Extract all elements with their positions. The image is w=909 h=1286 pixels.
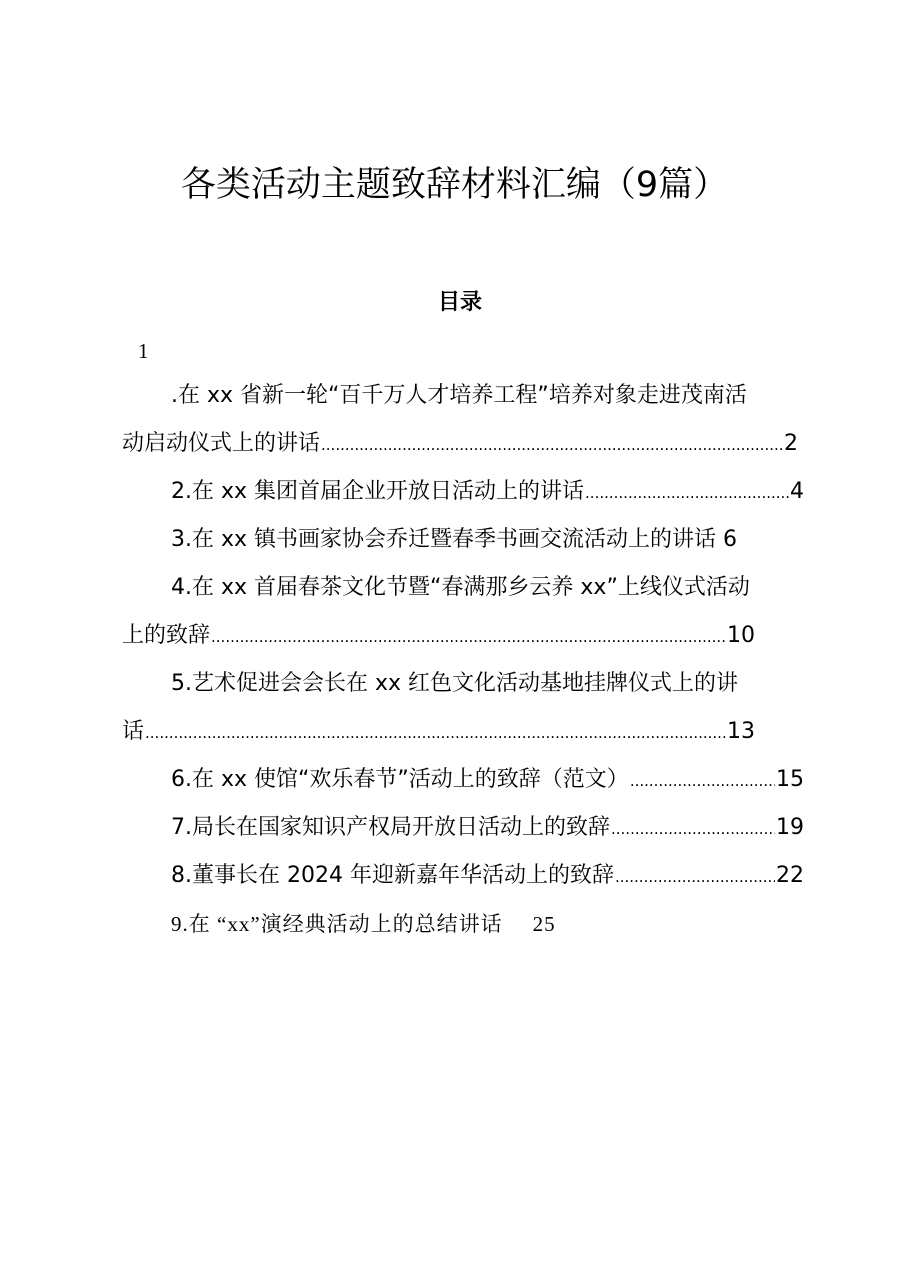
toc-entry-text: 2.在 xx 集团首届企业开放日活动上的讲话 (171, 479, 585, 504)
toc-entry-text: 4.在 xx 首届春茶文化节暨“春满那乡云养 xx”上线仪式活动 (171, 575, 750, 600)
dot-leader (145, 709, 726, 757)
toc-heading: 目录 (437, 289, 482, 315)
toc-entry-8[interactable] (122, 852, 804, 900)
dot-leader (615, 853, 775, 901)
dot-leader (630, 757, 775, 805)
toc-entry-text: 5.艺术促进会会长在 xx 红色文化活动基地挂牌仪式上的讲 (171, 671, 739, 696)
toc-entry-3[interactable] (122, 516, 798, 564)
document-title: 各类活动主题致辞材料汇编（9篇） (180, 165, 729, 205)
toc-page-number: 10 (727, 623, 755, 648)
toc-entry-2[interactable] (122, 468, 804, 516)
dot-leader (321, 421, 783, 469)
toc-entry-9[interactable] (122, 900, 798, 948)
toc-entry-4[interactable] (122, 564, 798, 660)
toc-entry-text: 6.在 xx 使馆“欢乐春节”活动上的致辞（范文） (171, 767, 629, 792)
toc-entry-7[interactable] (122, 804, 804, 852)
toc-orphan-number: 1 (138, 339, 149, 363)
toc-page-number: 22 (776, 863, 804, 888)
toc-page-number: 15 (776, 767, 804, 792)
toc-page-number: 4 (790, 479, 804, 504)
toc-entry-6[interactable] (122, 756, 804, 804)
toc-entry-text: 3.在 xx 镇书画家协会乔迁暨春季书画交流活动上的讲话 6 (171, 527, 738, 552)
toc-entry-text: .在 xx 省新一轮“百千万人才培养工程”培养对象走进茂南活 (171, 383, 747, 408)
toc-entry-text: 8.董事长在 2024 年迎新嘉年华活动上的致辞 (171, 863, 614, 888)
toc-page-number: 25 (532, 912, 556, 936)
toc-page-number: 2 (784, 431, 798, 456)
dot-leader (211, 613, 726, 661)
table-of-contents (122, 372, 804, 948)
dot-leader (611, 805, 775, 853)
toc-entry-text: 9.在 “xx”演经典活动上的总结讲话 (171, 912, 503, 936)
toc-entry-1[interactable] (122, 372, 798, 468)
toc-entry-text-cont: 上的致辞 (122, 623, 211, 648)
toc-page-number: 19 (776, 815, 804, 840)
toc-entry-text-cont: 动启动仪式上的讲话 (122, 431, 321, 456)
toc-entry-text-cont: 话 (122, 719, 145, 744)
toc-page-number: 13 (727, 719, 755, 744)
toc-entry-5[interactable] (122, 660, 798, 756)
toc-entry-text: 7.局长在国家知识产权局开放日活动上的致辞 (171, 815, 610, 840)
dot-leader (585, 469, 789, 517)
